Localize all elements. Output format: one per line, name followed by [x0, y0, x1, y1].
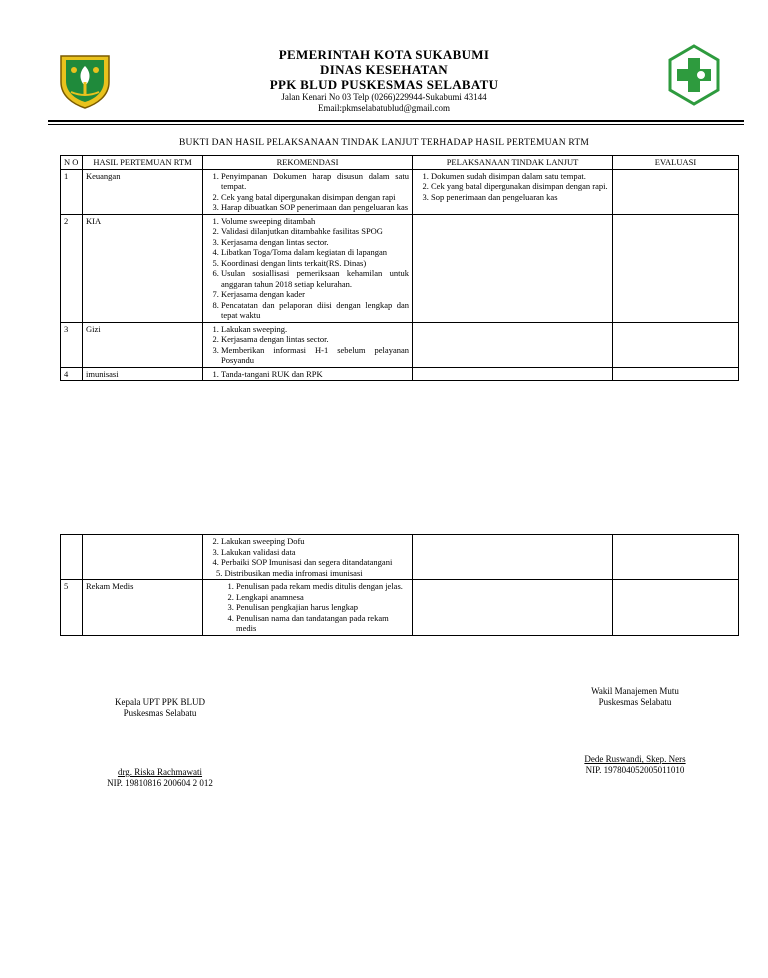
letterhead-email: Email:pkmselabatublud@gmail.com: [317, 103, 450, 113]
list-item: 1. Lakukan sweeping.: [221, 324, 409, 335]
row-rekomendasi: [203, 169, 413, 214]
row-hasil: Keuangan: [83, 169, 203, 214]
row-pelaksanaan: [413, 580, 613, 636]
list-item: 5. Koordinasi dengan lints terkait(RS. Dinas): [221, 258, 409, 269]
signature-left-nip: NIP. 19810816 200604 2 012: [107, 778, 213, 788]
list-item: 7. Kerjasama dengan kader: [221, 289, 409, 300]
list-item: 2. Kerjasama dengan lintas sector.: [221, 334, 409, 345]
letterhead: [0, 47, 768, 114]
letterhead-agency: DINAS KESEHATAN: [320, 62, 448, 77]
list-item: 1. Tanda-tangani RUK dan RPK: [221, 369, 409, 380]
row-pelaksanaan: [413, 322, 613, 367]
col-header-hasil: HASIL PERTEMUAN RTM: [83, 156, 203, 170]
row-rekomendasi: [203, 535, 413, 580]
signature-right: [535, 686, 735, 776]
list-item: 3. Sop penerimaan dan pengeluaran kas: [431, 192, 609, 203]
letterhead-government: PEMERINTAH KOTA SUKABUMI: [278, 47, 490, 62]
list-item: 8. Pencatatan dan pelaporan diisi dengan lengkap dan tepat waktu: [221, 300, 409, 321]
signature-right-title: Wakil Manajemen Mutu: [591, 686, 679, 696]
list-item: 4. Libatkan Toga/Toma dalam kegiatan di lapangan: [221, 247, 409, 258]
list-item: 2. Lengkapi anamnesa: [236, 592, 409, 603]
list-item: 1. Volume sweeping ditambah: [221, 216, 409, 227]
row-evaluasi: [613, 367, 739, 381]
list-item: 3. Memberikan informasi H-1 sebelum pelayanan Posyandu: [221, 345, 409, 366]
row-rekomendasi: [203, 322, 413, 367]
row-evaluasi: [613, 535, 739, 580]
list-item: 3. Penulisan pengkajian harus lengkap: [236, 602, 409, 613]
letterhead-divider: [48, 120, 744, 122]
row-rekomendasi: [203, 214, 413, 322]
row-evaluasi: [613, 169, 739, 214]
row-evaluasi: [613, 580, 739, 636]
list-item: 3. Harap dibuatkan SOP penerimaan dan pengeluaran kas: [221, 202, 409, 213]
list-item: 4. Perbaiki SOP Imunisasi dan segera ditandatangani: [221, 557, 409, 568]
rtm-table: [60, 155, 739, 381]
signature-right-nip: NIP. 197804052005011010: [585, 765, 685, 775]
letterhead-divider-thin: [48, 124, 744, 125]
list-item: 4. Penulisan nama dan tandatangan pada rekam medis: [236, 613, 409, 634]
list-item: 1. Penulisan pada rekam medis ditulis dengan jelas.: [236, 581, 409, 592]
table-row: [61, 367, 739, 381]
list-item: 2. Validasi dilanjutkan ditambahke fasilitas SPOG: [221, 226, 409, 237]
row-hasil: [83, 535, 203, 580]
row-pelaksanaan: [413, 169, 613, 214]
table-row: [61, 580, 739, 636]
table-header-row: [61, 156, 739, 170]
row-no: 5: [61, 580, 83, 636]
row-evaluasi: [613, 214, 739, 322]
row-evaluasi: [613, 322, 739, 367]
col-header-no: N O: [61, 156, 83, 170]
list-item: 1. Dokumen sudah disimpan dalam satu tempat.: [431, 171, 609, 182]
list-item: 2. Lakukan sweeping Dofu: [221, 536, 409, 547]
row-pelaksanaan: [413, 214, 613, 322]
table-row: [61, 169, 739, 214]
row-hasil: Gizi: [83, 322, 203, 367]
row-no: 2: [61, 214, 83, 322]
signature-left-subtitle: Puskesmas Selabatu: [123, 708, 197, 718]
row-pelaksanaan: [413, 535, 613, 580]
row-pelaksanaan: [413, 367, 613, 381]
list-item: 1. Penyimpanan Dokumen harap disusun dalam satu tempat.: [221, 171, 409, 192]
list-item: 3. Lakukan validasi data: [221, 547, 409, 558]
col-header-evaluasi: EVALUASI: [613, 156, 739, 170]
row-no: [61, 535, 83, 580]
letterhead-address: Jalan Kenari No 03 Telp (0266)229944-Sukabumi 43144: [281, 92, 487, 102]
row-rekomendasi: [203, 580, 413, 636]
signature-right-name: Dede Ruswandi, Skep. Ners: [584, 754, 686, 764]
signature-left: [60, 697, 260, 789]
row-no: 1: [61, 169, 83, 214]
row-no: 3: [61, 322, 83, 367]
signature-left-name: drg. Riska Rachmawati: [117, 767, 203, 777]
list-item: 2. Cek yang batal dipergunakan disimpan dengan rapi.: [431, 181, 609, 192]
row-hasil: imunisasi: [83, 367, 203, 381]
document-title: BUKTI DAN HASIL PELAKSANAAN TINDAK LANJUT TERHADAP HASIL PERTEMUAN RTM: [178, 138, 589, 148]
row-hasil: Rekam Medis: [83, 580, 203, 636]
list-item: 5. Distribusikan media infromasi imunisasi: [216, 567, 363, 578]
row-hasil: KIA: [83, 214, 203, 322]
col-header-rekomendasi: REKOMENDASI: [203, 156, 413, 170]
row-rekomendasi: [203, 367, 413, 381]
table-row: [61, 535, 739, 580]
letterhead-unit: PPK BLUD PUSKESMAS SELABATU: [269, 77, 499, 92]
list-item: 6. Usulan sosiallisasi pemeriksaan kehamilan untuk anggaran tahun 2018 setiap kelurahan.: [221, 268, 409, 289]
list-item: 3. Kerjasama dengan lintas sector.: [221, 237, 409, 248]
rtm-table-continued: [60, 534, 739, 636]
list-item: 2. Cek yang batal dipergunakan disimpan dengan rapi: [221, 192, 409, 203]
row-no: 4: [61, 367, 83, 381]
table-row: [61, 214, 739, 322]
col-header-pelaksanaan: PELAKSANAAN TINDAK LANJUT: [413, 156, 613, 170]
signature-left-title: Kepala UPT PPK BLUD: [114, 697, 206, 707]
signature-right-subtitle: Puskesmas Selabatu: [598, 697, 672, 707]
table-row: [61, 322, 739, 367]
